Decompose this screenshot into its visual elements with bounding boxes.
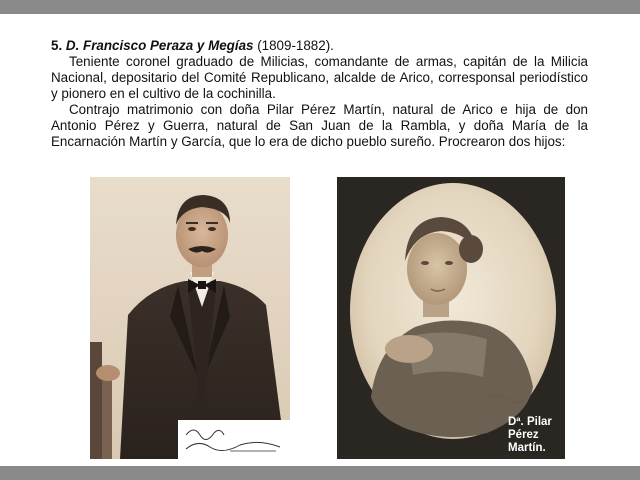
- paragraph-biography: Teniente coronel graduado de Milicias, comandante de armas, capitán de la Milicia Nacional, depositario del Comité Republicano, alcalde de Arico, corresponsal periodístico y pionero en el cultivo de la cochinilla.: [51, 54, 588, 101]
- caption-line: Pérez: [508, 429, 539, 441]
- entry-name: D. Francisco Peraza y Megías: [65, 38, 254, 53]
- document-page: [0, 14, 640, 466]
- entry-number: 5.: [51, 38, 63, 53]
- text-block: [51, 38, 588, 150]
- entry-heading: [51, 38, 588, 54]
- entry-years: (1809-1882).: [257, 38, 334, 53]
- portrait-francisco-drawing: [90, 177, 290, 459]
- caption-line: Dª. Pilar: [508, 416, 552, 428]
- top-frame-bar: [0, 0, 640, 14]
- paragraph-marriage: Contrajo matrimonio con doña Pilar Pérez Martín, natural de Arico e hija de don Antonio Pérez y Guerra, natural de San Juan de la Rambla, y doña María de la Encarnación Martín y García, que lo era de dicho pueblo sureño. Procrearon dos hijos:: [51, 102, 588, 149]
- portrait-francisco-peraza: [90, 177, 290, 459]
- bottom-frame-bar: [0, 466, 640, 480]
- portrait-caption: [508, 416, 564, 455]
- portrait-pilar-perez: [337, 177, 565, 459]
- caption-line: Martín.: [508, 442, 546, 454]
